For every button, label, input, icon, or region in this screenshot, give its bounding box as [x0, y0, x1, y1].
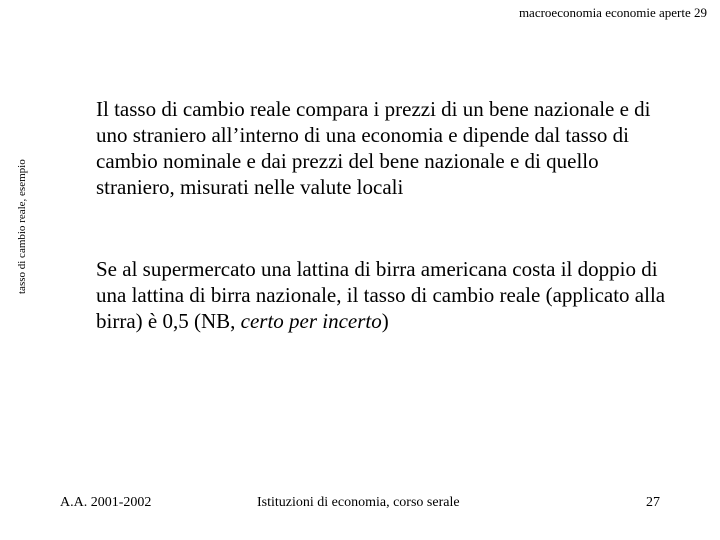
slide-body	[96, 96, 671, 334]
example-text: Se al supermercato una lattina di birra americana costa il doppio di una lattina di birra nazionale, il tasso di cambio reale (applicato alla birra) è 0,5 (NB,	[96, 257, 666, 333]
footer-academic-year: A.A. 2001-2002	[60, 495, 152, 510]
slide-header: macroeconomia economie aperte 29	[518, 5, 707, 20]
example-close-paren: )	[381, 309, 389, 333]
footer-page-number: 27	[646, 495, 660, 510]
paragraph-definition: Il tasso di cambio reale compara i prezzi di un bene nazionale e di uno straniero all’interno di una economia e dipende dal tasso di cambio nominale e dai prezzi del bene nazionale e di quello straniero, misurati nelle valute locali	[96, 97, 651, 199]
footer-course-name: Istituzioni di economia, corso serale	[257, 495, 460, 510]
example-italic-note: certo per incerto	[240, 309, 382, 333]
side-label: tasso di cambio reale, esempio	[16, 159, 28, 294]
paragraph-example	[96, 256, 671, 334]
